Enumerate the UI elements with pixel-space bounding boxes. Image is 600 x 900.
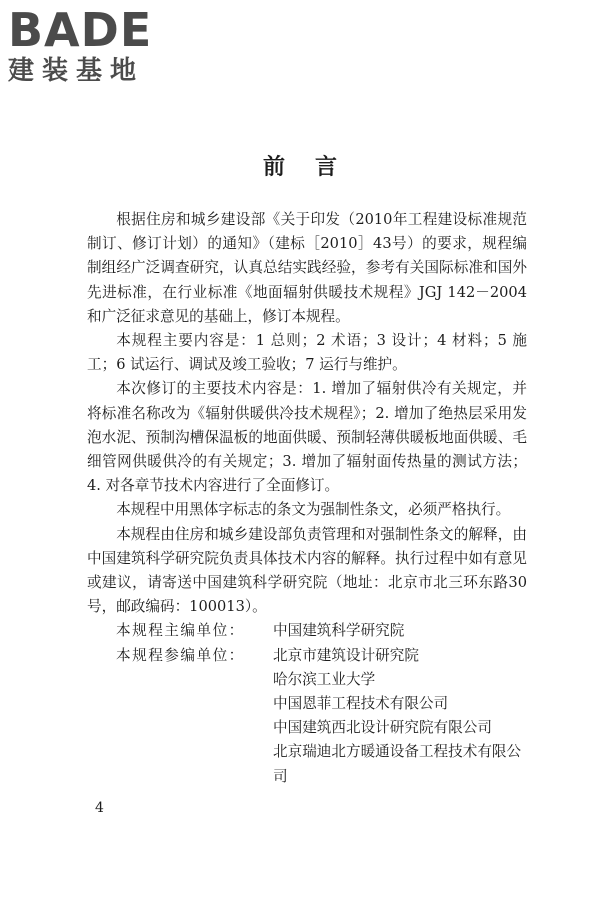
participating-unit-name: 北京瑞迪北方暖通设备工程技术有限公司 <box>273 743 522 785</box>
participating-unit-label: 本规程参编单位： <box>116 646 245 664</box>
brand-logo <box>8 3 178 86</box>
chief-unit-row <box>87 619 527 643</box>
page-number: 4 <box>95 800 104 816</box>
paragraph-revisions: 本次修订的主要技术内容是：1. 增加了辐射供冷有关规定，并将标准名称改为《辐射供暖供冷技术规程》；2. 增加了绝热层采用发泡水泥、预制沟槽保温板的地面供暖、预制轻薄供暖板地面供暖、毛细管网供暖供冷的有关规定；3. 增加了辐射面传热量的测试方法；4. 对各章节技术内容进行了全面修订。 <box>87 380 527 495</box>
participating-unit-row <box>87 644 527 668</box>
participating-unit-name: 哈尔滨工业大学 <box>273 670 376 688</box>
chief-unit-label: 本规程主编单位： <box>116 622 245 640</box>
logo-subtitle: 建装基地 <box>8 56 145 86</box>
page-title: 前言 <box>262 155 367 180</box>
paragraph-mandatory: 本规程中用黑体字标志的条文为强制性条文，必须严格执行。 <box>116 501 511 519</box>
preface-body <box>87 208 527 789</box>
logo-wordmark: BADE <box>8 3 153 57</box>
participating-unit-name: 中国建筑西北设计研究院有限公司 <box>273 719 492 737</box>
paragraph-background: 根据住房和城乡建设部《关于印发（2010年工程建设标准规范制订、修订计划）的通知》（建标［2010］43号）的要求，规程编制组经广泛调查研究，认真总结实践经验，参考有关国际标准和国外先进标准，在行业标准《地面辐射供暖技术规程》JGJ 142－2004和广泛征求意见的基础上，修订本规程。 <box>87 211 527 325</box>
participating-unit-name: 北京市建筑设计研究院 <box>273 646 419 664</box>
paragraph-management: 本规程由住房和城乡建设部负责管理和对强制性条文的解释，由中国建筑科学研究院负责具体技术内容的解释。执行过程中如有意见或建议，请寄送中国建筑科学研究院（地址：北京市北三环东路30号，邮政编码：100013）。 <box>87 525 527 616</box>
participating-unit-name: 中国恩菲工程技术有限公司 <box>273 695 449 713</box>
drafting-units <box>87 619 527 788</box>
paragraph-contents: 本规程主要内容是：1 总则；2 术语；3 设计；4 材料；5 施工；6 试运行、调试及竣工验收；7 运行与维护。 <box>87 332 527 374</box>
chief-unit-name: 中国建筑科学研究院 <box>273 622 405 640</box>
